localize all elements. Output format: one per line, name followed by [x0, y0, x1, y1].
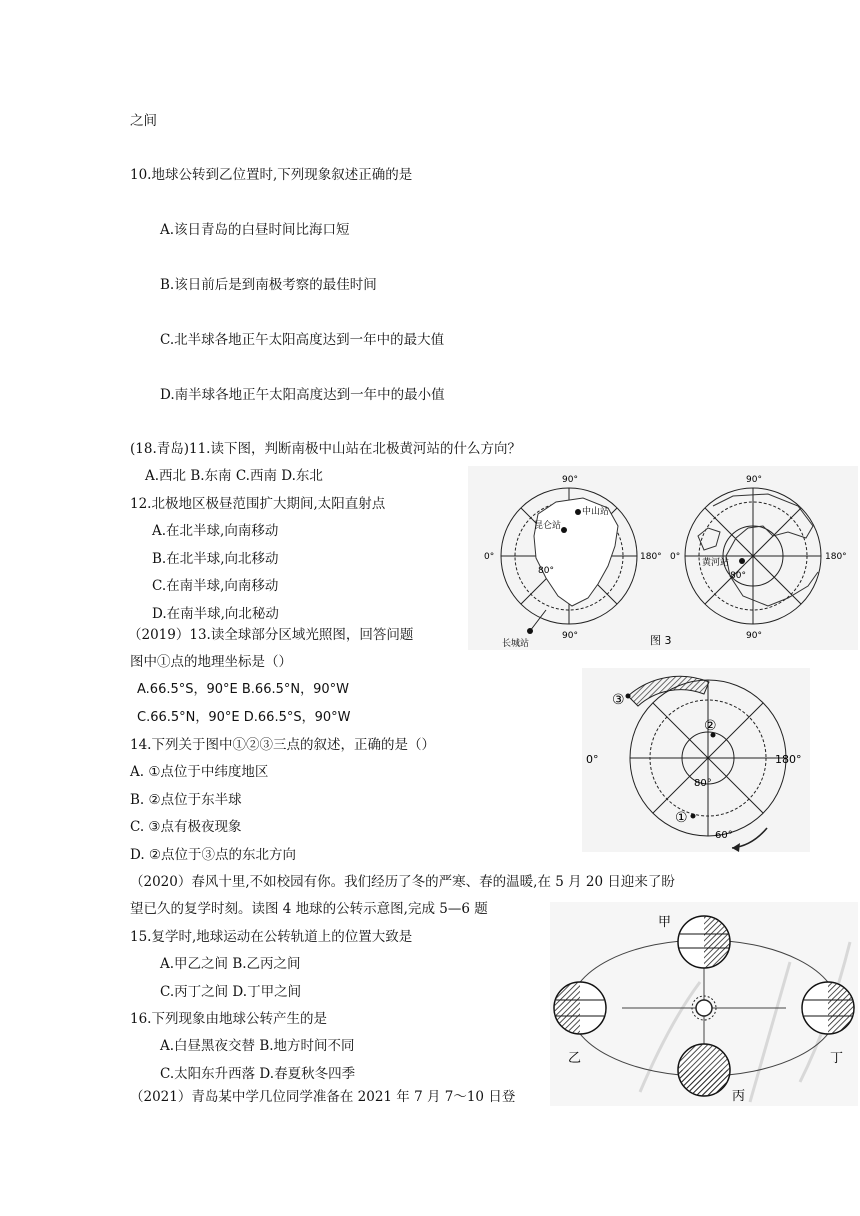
right-bottom-lng: 90° — [746, 631, 762, 641]
q15-options-cd: C.丙丁之间 D.丁甲之间 — [160, 984, 302, 1000]
q11-options: A.西北 B.东南 C.西南 D.东北 — [145, 468, 323, 484]
left-lat: 80° — [538, 566, 554, 576]
left-right-lng: 180° — [640, 552, 662, 562]
question-10: 10.地球公转到乙位置时,下列现象叙述正确的是 — [130, 167, 413, 183]
line-continuation: 之间 — [130, 113, 157, 129]
north-pole-map — [685, 488, 821, 624]
q12-option-d: D.在南半球,向北秘动 — [152, 606, 279, 622]
figure-illumination-map — [582, 668, 810, 852]
question-12: 12.北极地区极昼范围扩大期间,太阳直射点 — [130, 496, 386, 512]
station-changcheng: 长城站 — [502, 639, 530, 649]
right-lat: 80° — [730, 571, 746, 581]
station-dot-huanghe — [739, 558, 745, 564]
label-yi: 乙 — [568, 1051, 582, 1066]
q12-option-b: B.在北半球,向北移动 — [152, 551, 279, 567]
station-zhongshan: 中山站 — [582, 507, 610, 517]
mark-3: ③ — [612, 692, 625, 708]
left-bottom-lng: 90° — [562, 631, 578, 641]
q12-option-c: C.在南半球,向南移动 — [152, 578, 279, 594]
passage-2020-line1: （2020）春风十里,不如校园有你。我们经历了冬的严寒、春的温暖,在 5 月 20 日迎来了盼 — [130, 874, 675, 890]
question-15: 15.复学时,地球运动在公转轨道上的位置大致是 — [130, 929, 413, 945]
figure-3-caption: 图 3 — [650, 634, 672, 647]
question-14: 14.下列关于图中①②③三点的叙述，正确的是（） — [130, 737, 435, 753]
station-dot-kunlun — [561, 527, 567, 533]
earth-ding — [802, 982, 854, 1034]
point-3-dot — [626, 694, 631, 699]
mark-1: ① — [675, 810, 688, 826]
q10-option-b: B.该日前后是到南极考察的最佳时间 — [160, 277, 377, 293]
q13-intro: （2019）13.读全球部分区域光照图，回答问题 — [128, 627, 414, 643]
q10-option-a: A.该日青岛的白昼时间比海口短 — [160, 222, 350, 238]
q14-option-d: D. ②点位于③点的东北方向 — [130, 847, 297, 863]
left-top-lng: 90° — [562, 475, 578, 485]
mark-2: ② — [704, 718, 717, 734]
earth-jia — [678, 916, 730, 968]
q10-option-d: D.南半球各地正午太阳高度达到一年中的最小值 — [160, 387, 445, 403]
sun-icon — [696, 1000, 712, 1016]
figure-3-polar-maps — [468, 466, 858, 650]
figure-4-revolution — [550, 902, 858, 1106]
q16-options-cd: C.太阳东升西落 D.春夏秋冬四季 — [160, 1066, 356, 1082]
earth-yi — [554, 982, 606, 1034]
label-60-deg: 60° — [715, 830, 733, 841]
label-0-deg: 0° — [586, 753, 599, 766]
q12-option-a: A.在北半球,向南移动 — [152, 523, 279, 539]
earth-bing — [678, 1044, 730, 1096]
q13-options-ab: A.66.5°S，90°E B.66.5°N，90°W — [137, 682, 349, 697]
label-ding: 丁 — [830, 1051, 844, 1066]
right-top-lng: 90° — [746, 475, 762, 485]
station-huanghe: 黄河站 — [702, 558, 730, 568]
station-dot-changcheng — [527, 628, 533, 634]
left-left-lng: 0° — [484, 552, 495, 562]
right-right-lng: 180° — [825, 552, 847, 562]
q10-option-c: C.北半球各地正午太阳高度达到一年中的最大值 — [160, 332, 445, 348]
q14-option-b: B. ②点位于东半球 — [130, 792, 242, 808]
q15-options-ab: A.甲乙之间 B.乙丙之间 — [160, 956, 301, 972]
q14-option-c: C. ③点有极夜现象 — [130, 819, 242, 835]
label-80-deg: 80° — [694, 778, 712, 789]
station-kunlun: 昆仑站 — [534, 521, 562, 531]
question-11: (18.青岛)11.读下图，判断南极中山站在北极黄河站的什么方向？ — [130, 441, 521, 457]
q14-option-a: A. ①点位于中纬度地区 — [130, 764, 269, 780]
q16-options-ab: A.白昼黑夜交替 B.地方时间不同 — [160, 1038, 355, 1054]
point-1-dot — [691, 814, 696, 819]
label-180-deg: 180° — [775, 753, 802, 766]
station-dot-zhongshan — [575, 509, 581, 515]
right-left-lng: 0° — [670, 552, 681, 562]
passage-2020-line2: 望已久的复学时刻。读图 4 地球的公转示意图,完成 5—6 题 — [130, 901, 488, 917]
label-jia: 甲 — [658, 915, 672, 930]
question-13: 图中①点的地理坐标是（） — [130, 654, 292, 670]
question-16: 16.下列现象由地球公转产生的是 — [130, 1011, 327, 1027]
q13-options-cd: C.66.5°N，90°E D.66.5°S，90°W — [137, 710, 351, 725]
label-bing: 丙 — [732, 1089, 746, 1104]
passage-2021: （2021）青岛某中学几位同学准备在 2021 年 7 月 7～10 日登 — [130, 1089, 516, 1105]
